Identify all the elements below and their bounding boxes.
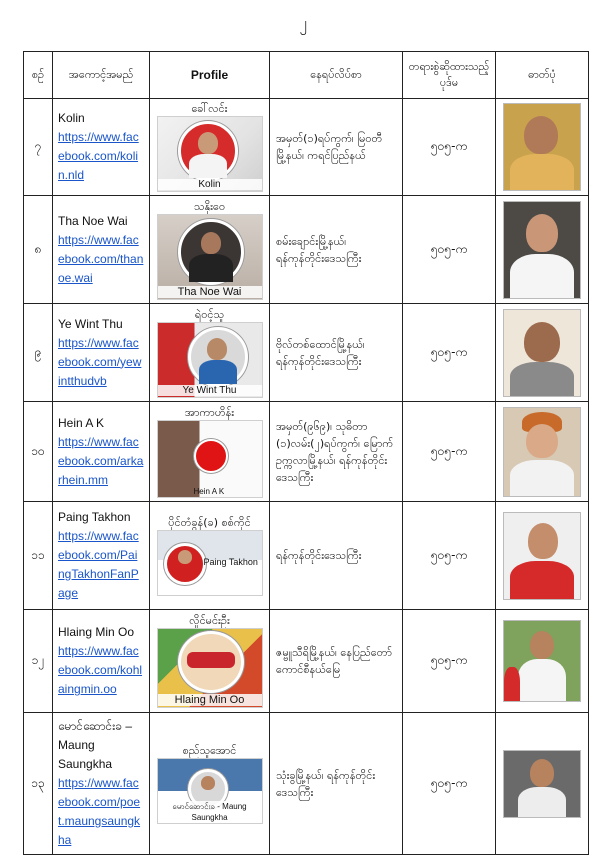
profile-image <box>157 420 263 498</box>
row-number: ၁၃ <box>24 713 53 855</box>
facebook-link[interactable]: https://www.facebook.com/arkarhein.mm <box>58 434 144 487</box>
profile-cell <box>150 304 270 402</box>
person-photo <box>503 407 581 497</box>
photo-cell <box>496 99 589 196</box>
avatar <box>188 327 248 387</box>
header-no: စဉ် <box>24 52 53 99</box>
address-cell: အမှတ်(၉၆၉)၊ သုဓိတာ (၁)လမ်း(၂)ရပ်ကွက်၊ မြောက်ဥက္ကလာမြို့နယ်၊ ရန်ကုန်တိုင်းဒေသကြီး <box>270 402 403 502</box>
person-photo <box>503 512 581 600</box>
person-photo <box>503 103 581 191</box>
profile-image <box>157 322 263 398</box>
table-row <box>24 402 589 502</box>
account-name: Ye Wint Thu <box>58 316 123 331</box>
section-cell: ၅၀၅-က <box>403 713 496 855</box>
row-number: ၁၂ <box>24 610 53 713</box>
section-cell: ၅၀၅-က <box>403 610 496 713</box>
address-cell: စမ်းချောင်းမြို့နယ်၊ ရန်ကုန်တိုင်းဒေသကြီး <box>270 196 403 304</box>
section-cell: ၅၀၅-က <box>403 99 496 196</box>
account-cell <box>53 99 150 196</box>
row-number: ၇ <box>24 99 53 196</box>
account-cell <box>53 304 150 402</box>
profile-name: Hein A K <box>193 486 225 496</box>
table-row <box>24 304 589 402</box>
table-header-row <box>24 52 589 99</box>
profile-image <box>157 214 263 300</box>
profile-cell <box>150 610 270 713</box>
profile-cell <box>150 99 270 196</box>
row-number: ၈ <box>24 196 53 304</box>
photo-cell <box>496 196 589 304</box>
photo-cell <box>496 402 589 502</box>
photo-cell <box>496 304 589 402</box>
header-address: နေရပ်လိပ်စာ <box>270 52 403 99</box>
profile-image <box>157 628 263 708</box>
profile-label: အာကာဟိန်း <box>184 405 235 419</box>
row-number: ၉ <box>24 304 53 402</box>
facebook-link[interactable]: https://www.facebook.com/PaingTakhonFanPage <box>58 529 139 600</box>
profile-label: ပိုင်တံခွန်(ခ) စစ်ကိုင် <box>168 515 251 529</box>
person-photo <box>503 750 581 818</box>
avatar <box>164 543 206 585</box>
row-number: ၁၀ <box>24 402 53 502</box>
profile-cell <box>150 502 270 610</box>
person-photo <box>503 201 581 299</box>
profile-label: ရဲဝင့်သူ <box>194 307 225 321</box>
section-cell: ၅၀၅-က <box>403 196 496 304</box>
avatar <box>178 631 244 693</box>
account-cell <box>53 610 150 713</box>
facebook-link[interactable]: https://www.facebook.com/kolin.nld <box>58 130 139 182</box>
facebook-link[interactable]: https://www.facebook.com/yewintthudvb <box>58 335 142 388</box>
account-name: Kolin <box>58 111 85 125</box>
address-cell: ဗိုလ်တစ်ထောင်မြို့နယ်၊ ရန်ကုန်တိုင်းဒေသကြီး <box>270 304 403 402</box>
profile-cell <box>150 402 270 502</box>
table-row <box>24 610 589 713</box>
profile-name: Kolin <box>158 179 262 190</box>
person-photo <box>503 309 581 397</box>
address-cell: အမှတ်(၁)ရပ်ကွက်၊ မြဝတီမြို့နယ်၊ ကရင်ပြည်နယ် <box>270 99 403 196</box>
account-name: Hlaing Min Oo <box>58 625 135 639</box>
section-cell: ၅၀၅-က <box>403 402 496 502</box>
profile-name: Tha Noe Wai <box>158 286 262 298</box>
avatar <box>178 219 244 285</box>
account-name: Hein A K <box>58 415 105 430</box>
account-cell <box>53 402 150 502</box>
account-cell <box>53 196 150 304</box>
header-photo: ဓာတ်ပုံ <box>496 52 589 99</box>
facebook-link[interactable]: https://www.facebook.com/poet.maungsaungkha <box>58 776 141 847</box>
table-row <box>24 502 589 610</box>
account-name: မောင်ဆောင်းခ – Maung Saungkha <box>58 719 133 771</box>
header-account: အကောင့်အမည် <box>53 52 150 99</box>
photo-cell <box>496 713 589 855</box>
address-cell: ဇမ္ဗူသီရိမြို့နယ်၊ နေပြည်တော်ကောင်စီနယ်မြေ <box>270 610 403 713</box>
profile-image <box>157 530 263 596</box>
account-cell <box>53 502 150 610</box>
profile-label: ခေါ်လင်း <box>191 102 228 115</box>
accounts-table <box>23 51 589 855</box>
table-row <box>24 713 589 855</box>
account-cell <box>53 713 150 855</box>
photo-cell <box>496 502 589 610</box>
table-row <box>24 99 589 196</box>
address-cell: ရန်ကုန်တိုင်းဒေသကြီး <box>270 502 403 610</box>
section-cell: ၅၀၅-က <box>403 304 496 402</box>
header-section: တရားစွဲဆိုထားသည့်ပုဒ်မ <box>403 52 496 99</box>
facebook-link[interactable]: https://www.facebook.com/thanoe.wai <box>58 232 144 285</box>
person-photo <box>503 620 581 702</box>
profile-image <box>157 116 263 192</box>
section-cell: ၅၀၅-က <box>403 502 496 610</box>
page-number: ၂ <box>299 14 307 32</box>
profile-name: မောင်ဆောင်းခ - Maung Saungkha <box>158 801 262 822</box>
profile-name: Hlaing Min Oo <box>158 694 262 706</box>
header-profile: Profile <box>150 52 270 99</box>
address-cell: သုံးခွမြို့နယ်၊ ရန်ကုန်တိုင်းဒေသကြီး <box>270 713 403 855</box>
avatar <box>178 121 238 181</box>
facebook-link[interactable]: https://www.facebook.com/kohlaingmin.oo <box>58 644 143 696</box>
photo-cell <box>496 610 589 713</box>
row-number: ၁၁ <box>24 502 53 610</box>
profile-image <box>157 758 263 824</box>
table-row <box>24 196 589 304</box>
profile-label: လှိုင်မင်းဦး <box>189 614 230 627</box>
profile-name: Paing Takhon <box>203 556 258 567</box>
account-name: Paing Takhon <box>58 510 131 524</box>
profile-label: သနိုးဝေ <box>193 199 226 213</box>
avatar <box>194 439 228 473</box>
account-name: Tha Noe Wai <box>58 213 128 228</box>
profile-label: စည်သူအောင် <box>182 743 237 757</box>
profile-name: Ye Wint Thu <box>158 385 262 396</box>
profile-cell <box>150 713 270 855</box>
profile-cell <box>150 196 270 304</box>
